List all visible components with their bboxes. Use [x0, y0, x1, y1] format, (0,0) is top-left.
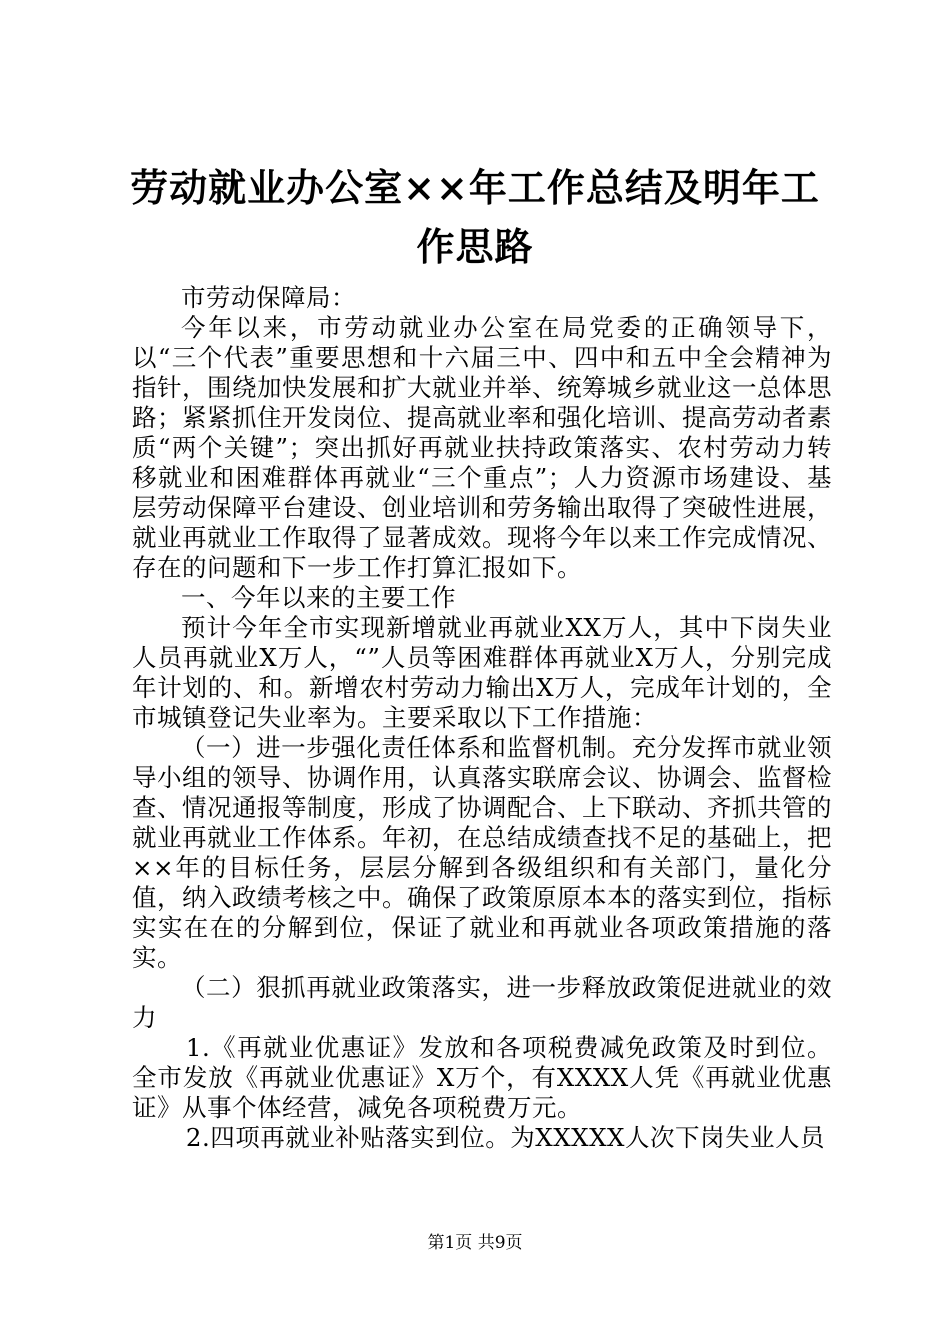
paragraph-item-2: 2.四项再就业补贴落实到位。为XXXXX人次下岗失业人员 [185, 1123, 825, 1152]
document-title: 劳动就业办公室××年工作总结及明年工作思路 [130, 165, 820, 269]
paragraph-intro: 今年以来，市劳动就业办公室在局党委的正确领导下，以“三个代表”重要思想和十六届三中、四中和五中全会精神为指针，围绕加快发展和扩大就业并举、统筹城乡就业这一总体思路；紧紧抓住开发岗位、提高就业率和强化培训、提高劳动者素质“两个关键”；突出抓好再就业扶持政策落实、农村劳动力转移就业和困难群体再就业“三个重点”；人力资源市场建设、基层劳动保障平台建设、创业培训和劳务输出取得了突破性进展，就业再就业工作取得了显著成效。现将今年以来工作完成情况、存在的问题和下一步工作打算汇报如下。 [132, 313, 832, 582]
document-body [132, 283, 832, 1153]
paragraph-forecast: 预计今年全市实现新增就业再就业XX万人，其中下岗失业人员再就业X万人，“”人员等困难群体再就业X万人，分别完成年计划的、和。新增农村劳动力输出X万人，完成年计划的，全市城镇登记失业率为。主要采取以下工作措施： [132, 613, 832, 732]
addressee: 市劳动保障局： [181, 283, 356, 312]
page-number: 第1页 共9页 [427, 1233, 523, 1253]
paragraph-measure-2: （二）狠抓再就业政策落实，进一步释放政策促进就业的效力 [132, 973, 832, 1032]
section-heading-1: 一、今年以来的主要工作 [181, 583, 456, 612]
paragraph-measure-1: （一）进一步强化责任体系和监督机制。充分发挥市就业领导小组的领导、协调作用，认真落实联席会议、协调会、监督检查、情况通报等制度，形成了协调配合、上下联动、齐抓共管的就业再就业工作体系。年初，在总结成绩查找不足的基础上，把××年的目标任务，层层分解到各级组织和有关部门，量化分值，纳入政绩考核之中。确保了政策原原本本的落实到位，指标实实在在的分解到位，保证了就业和再就业各项政策措施的落实。 [132, 733, 832, 972]
paragraph-item-1: 1.《再就业优惠证》发放和各项税费减免政策及时到位。全市发放《再就业优惠证》X万个，有XXXX人凭《再就业优惠证》从事个体经营，减免各项税费万元。 [132, 1033, 832, 1122]
